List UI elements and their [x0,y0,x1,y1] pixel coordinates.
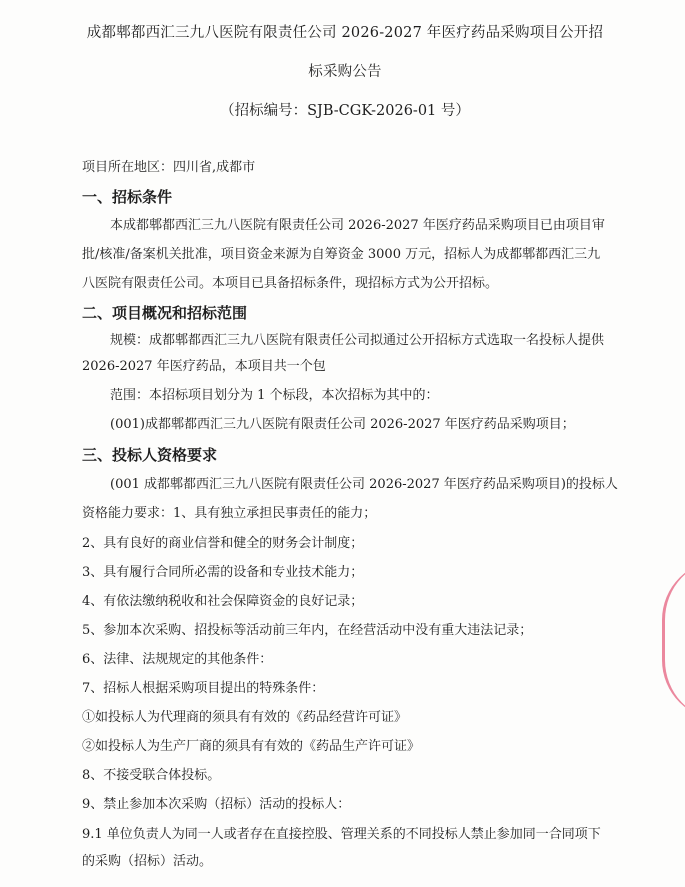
list-item: 8、不接受联合体投标。 [82,768,221,783]
paragraph-line: 批/核准/备案机关批准，项目资金来源为自筹资金 3000 万元，招标人为成都郫都西汇三九 [82,247,601,262]
section-heading-bidder-qualifications: 三、投标人资格要求 [82,446,218,464]
list-item: 4、有依法缴纳税收和社会保障资金的良好记录； [82,594,364,609]
list-item: 2、具有良好的商业信誉和健全的财务会计制度； [82,536,364,551]
red-seal-stamp-edge [662,560,685,720]
list-item: 6、法律、法规规定的其他条件： [82,652,273,667]
list-item: 9、禁止参加本次采购（招标）活动的投标人： [82,797,351,812]
document-title-line1: 成都郫都西汇三九八医院有限责任公司 2026-2027 年医疗药品采购项目公开招 [86,25,604,41]
list-item: 的采购（招标）活动。 [82,854,213,869]
bid-number: （招标编号：SJB-CGK-2026-01 号） [220,103,470,119]
list-item: ①如投标人为代理商的须具有有效的《药品经营许可证》 [82,710,408,725]
paragraph-line: 本成都郫都西汇三九八医院有限责任公司 2026-2027 年医疗药品采购项目已由项目审 [110,218,605,233]
list-item: 3、具有履行合同所必需的设备和专业技术能力； [82,565,364,580]
paragraph-line: 八医院有限责任公司。本项目已具备招标条件，现招标方式为公开招标。 [82,276,499,291]
list-item: 5、参加本次采购、招投标等活动前三年内，在经营活动中没有重大违法记录； [82,623,533,638]
list-item: ②如投标人为生产厂商的须具有有效的《药品生产许可证》 [82,739,421,754]
list-item: 9.1 单位负责人为同一人或者存在直接控股、管理关系的不同投标人禁止参加同一合同项下 [82,827,601,842]
paragraph-line: (001)成都郫都西汇三九八医院有限责任公司 2026-2027 年医疗药品采购项目； [110,417,575,432]
paragraph-line: (001 成都郫都西汇三九八医院有限责任公司 2026-2027 年医疗药品采购项目)的投标人 [110,477,618,492]
section-heading-bidding-conditions: 一、招标条件 [82,188,173,206]
list-item: 7、招标人根据采购项目提出的特殊条件： [82,681,325,696]
paragraph-line: 规模：成都郫都西汇三九八医院有限责任公司拟通过公开招标方式选取一名投标人提供 [110,333,605,348]
paragraph-line: 2026-2027 年医疗药品，本项目共一个包 [82,359,326,374]
paragraph-line: 范围：本招标项目划分为 1 个标段，本次招标为其中的： [110,388,439,403]
document-title-line2: 标采购公告 [308,64,382,80]
paragraph-line: 资格能力要求：1、具有独立承担民事责任的能力； [82,506,377,521]
project-region: 项目所在地区：四川省,成都市 [82,160,256,175]
section-heading-project-overview: 二、项目概况和招标范围 [82,304,248,322]
